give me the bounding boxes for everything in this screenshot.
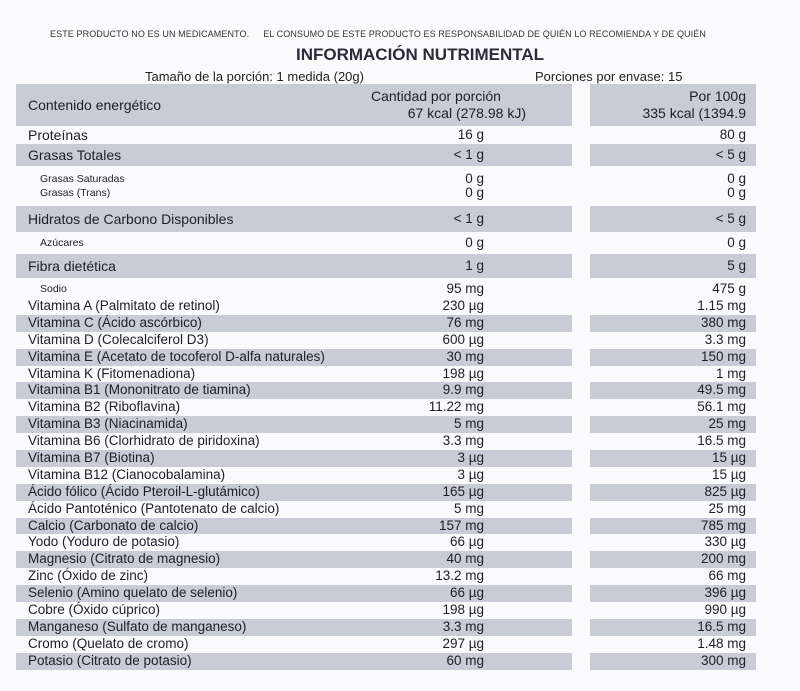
row-label: Vitamina B6 (Clorhidrato de piridoxina) xyxy=(28,433,260,449)
row-per100: 150 mg xyxy=(700,348,746,364)
per-serving-header xyxy=(346,88,526,130)
disclaimer-part1: ESTE PRODUCTO NO ES UN MEDICAMENTO. xyxy=(50,29,250,39)
table-row xyxy=(16,551,756,568)
table-row xyxy=(16,585,756,602)
table-row xyxy=(16,636,756,653)
row-serving: 600 µg xyxy=(442,331,484,347)
row-per100: 25 mg xyxy=(708,500,746,516)
table-row xyxy=(16,366,756,383)
table-row xyxy=(16,172,756,186)
row-serving: 66 µg xyxy=(449,534,484,550)
table-row xyxy=(16,619,756,636)
row-label: Azúcares xyxy=(40,237,84,249)
row-serving: 66 µg xyxy=(449,585,484,601)
row-label: Vitamina C (Ácido ascórbico) xyxy=(28,314,202,330)
row-per100: 300 mg xyxy=(700,652,746,668)
row-label: Vitamina K (Fitomenadiona) xyxy=(28,365,196,381)
row-label: Magnesio (Citrato de magnesio) xyxy=(28,551,221,567)
servings-per-container: Porciones por envase: 15 xyxy=(535,69,683,84)
table-row xyxy=(16,518,756,535)
table-row xyxy=(16,382,756,399)
row-per100: 1 mg xyxy=(715,365,746,381)
disclaimer-part2: EL CONSUMO DE ESTE PRODUCTO ES RESPONSABILIDAD DE QUIÉN LO RECOMIENDA Y DE QUIÉN xyxy=(263,29,706,39)
row-label: Vitamina E (Acetato de tocoferol D-alfa naturales) xyxy=(28,348,325,364)
row-label: Selenio (Amino quelato de selenio) xyxy=(28,585,238,601)
row-serving: 198 µg xyxy=(442,602,484,618)
per-100g-header xyxy=(594,88,750,130)
row-serving: 3 µg xyxy=(457,466,484,482)
row-label: Vitamina D (Colecalciferol D3) xyxy=(28,331,209,347)
row-serving: 3.3 mg xyxy=(442,433,484,449)
row-per100: 3.3 mg xyxy=(704,331,746,347)
row-serving: 297 µg xyxy=(442,635,484,651)
table-row xyxy=(16,501,756,518)
row-serving: 30 mg xyxy=(446,348,484,364)
row-label: Vitamina B3 (Niacinamida) xyxy=(28,416,188,432)
row-serving: 60 mg xyxy=(446,652,484,668)
row-serving: 76 mg xyxy=(446,314,484,330)
energy-label: Contenido energético xyxy=(28,97,162,113)
row-serving: 9.9 mg xyxy=(442,382,484,398)
row-label: Grasas Saturadas xyxy=(40,173,125,185)
row-label: Ácido Pantoténico (Pantotenato de calcio) xyxy=(28,500,280,516)
row-per100: 1.15 mg xyxy=(697,298,746,313)
row-per100: 0 g xyxy=(727,171,746,186)
row-per100: 49.5 mg xyxy=(697,382,746,398)
row-serving: < 1 g xyxy=(453,211,484,226)
row-label: Hidratos de Carbono Disponibles xyxy=(28,211,234,227)
row-label: Calcio (Carbonato de calcio) xyxy=(28,517,199,533)
table-row xyxy=(16,416,756,433)
row-label: Fibra dietética xyxy=(28,258,116,274)
row-label: Vitamina A (Palmitato de retinol) xyxy=(28,298,220,313)
table-row xyxy=(16,602,756,619)
row-serving: 95 mg xyxy=(446,281,484,296)
row-serving: 0 g xyxy=(465,235,484,250)
table-row xyxy=(16,568,756,585)
row-per100: 16.5 mg xyxy=(697,618,746,634)
row-serving: 3.3 mg xyxy=(442,618,484,634)
row-per100: 56.1 mg xyxy=(697,399,746,415)
table-row xyxy=(16,232,756,254)
table-header xyxy=(16,84,756,126)
row-per100: 825 µg xyxy=(704,483,746,499)
page-title: INFORMACIÓN NUTRIMENTAL xyxy=(295,45,545,64)
row-per100: 200 mg xyxy=(700,551,746,567)
per-100g-title: Por 100g xyxy=(689,88,746,104)
row-label: Proteínas xyxy=(28,127,88,143)
row-per100: 1.48 mg xyxy=(697,635,746,651)
row-per100: 475 g xyxy=(712,281,746,296)
row-serving: 3 µg xyxy=(457,450,484,466)
row-label: Ácido fólico (Ácido Pteroil-L-glutámico) xyxy=(28,483,260,499)
row-label: Potasio (Citrato de potasio) xyxy=(28,652,192,668)
disclaimer xyxy=(50,29,720,39)
row-serving: 230 µg xyxy=(442,298,484,313)
table-row xyxy=(16,126,756,144)
row-per100: 380 mg xyxy=(700,314,746,330)
serving-size: Tamaño de la porción: 1 medida (20g) xyxy=(145,69,364,84)
row-label: Yodo (Yoduro de potasio) xyxy=(28,534,180,550)
row-label: Sodio xyxy=(40,283,67,295)
row-serving: 0 g xyxy=(465,185,484,200)
row-per100: 396 µg xyxy=(704,585,746,601)
row-serving: 11.22 mg xyxy=(428,399,484,415)
row-label: Vitamina B12 (Cianocobalamina) xyxy=(28,466,226,482)
row-label: Manganeso (Sulfato de manganeso) xyxy=(28,618,247,634)
row-per100: 5 g xyxy=(727,258,746,273)
table-row xyxy=(16,450,756,467)
row-serving: 5 mg xyxy=(453,500,484,516)
row-per100: 990 µg xyxy=(704,602,746,618)
row-serving: 5 mg xyxy=(453,416,484,432)
table-row xyxy=(16,332,756,349)
table-row xyxy=(16,206,756,232)
row-label: Vitamina B7 (Biotina) xyxy=(28,450,155,466)
row-per100: < 5 g xyxy=(715,147,746,162)
row-serving: 1 g xyxy=(465,258,484,273)
row-serving: 16 g xyxy=(457,127,484,142)
row-serving: 165 µg xyxy=(442,483,484,499)
table-row xyxy=(16,298,756,315)
table-row xyxy=(16,349,756,366)
row-per100: 15 µg xyxy=(711,450,746,466)
row-per100: 16.5 mg xyxy=(697,433,746,449)
row-serving: 198 µg xyxy=(442,365,484,381)
row-per100: 80 g xyxy=(719,127,746,142)
row-per100: 66 mg xyxy=(708,568,746,584)
table-row xyxy=(16,186,756,200)
row-label: Cobre (Óxido cúprico) xyxy=(28,602,161,618)
row-per100: 785 mg xyxy=(700,517,746,533)
table-row xyxy=(16,315,756,332)
row-label: Vitamina B2 (Riboflavina) xyxy=(28,399,181,415)
row-label: Vitamina B1 (Mononitrato de tiamina) xyxy=(28,382,251,398)
row-serving: < 1 g xyxy=(453,147,484,162)
row-per100: 0 g xyxy=(727,235,746,250)
table-row xyxy=(16,534,756,551)
table-row xyxy=(16,653,756,670)
table-row xyxy=(16,467,756,484)
row-per100: 0 g xyxy=(727,185,746,200)
table-row xyxy=(16,278,756,298)
table-row xyxy=(16,144,756,166)
row-serving: 40 mg xyxy=(446,551,484,567)
per-serving-title: Cantidad por porción xyxy=(371,88,501,104)
row-label: Grasas (Trans) xyxy=(40,187,111,199)
row-label: Zinc (Óxido de zinc) xyxy=(28,568,149,584)
row-per100: 330 µg xyxy=(704,534,746,550)
table-row xyxy=(16,399,756,416)
row-serving: 157 mg xyxy=(438,517,484,533)
vitamin-mineral-rows xyxy=(16,298,756,670)
row-serving: 0 g xyxy=(465,171,484,186)
table-row xyxy=(16,254,756,278)
row-per100: 25 mg xyxy=(708,416,746,432)
per-serving-energy: 67 kcal (278.98 kJ) xyxy=(407,105,526,121)
nutrition-table xyxy=(16,84,756,670)
table-row xyxy=(16,433,756,450)
row-serving: 13.2 mg xyxy=(435,568,484,584)
row-label: Cromo (Quelato de cromo) xyxy=(28,635,189,651)
row-per100: 15 µg xyxy=(711,466,746,482)
row-per100: < 5 g xyxy=(715,211,746,226)
row-label: Grasas Totales xyxy=(28,147,122,163)
table-row xyxy=(16,484,756,501)
per-100g-energy: 335 kcal (1394.9 xyxy=(642,105,746,121)
